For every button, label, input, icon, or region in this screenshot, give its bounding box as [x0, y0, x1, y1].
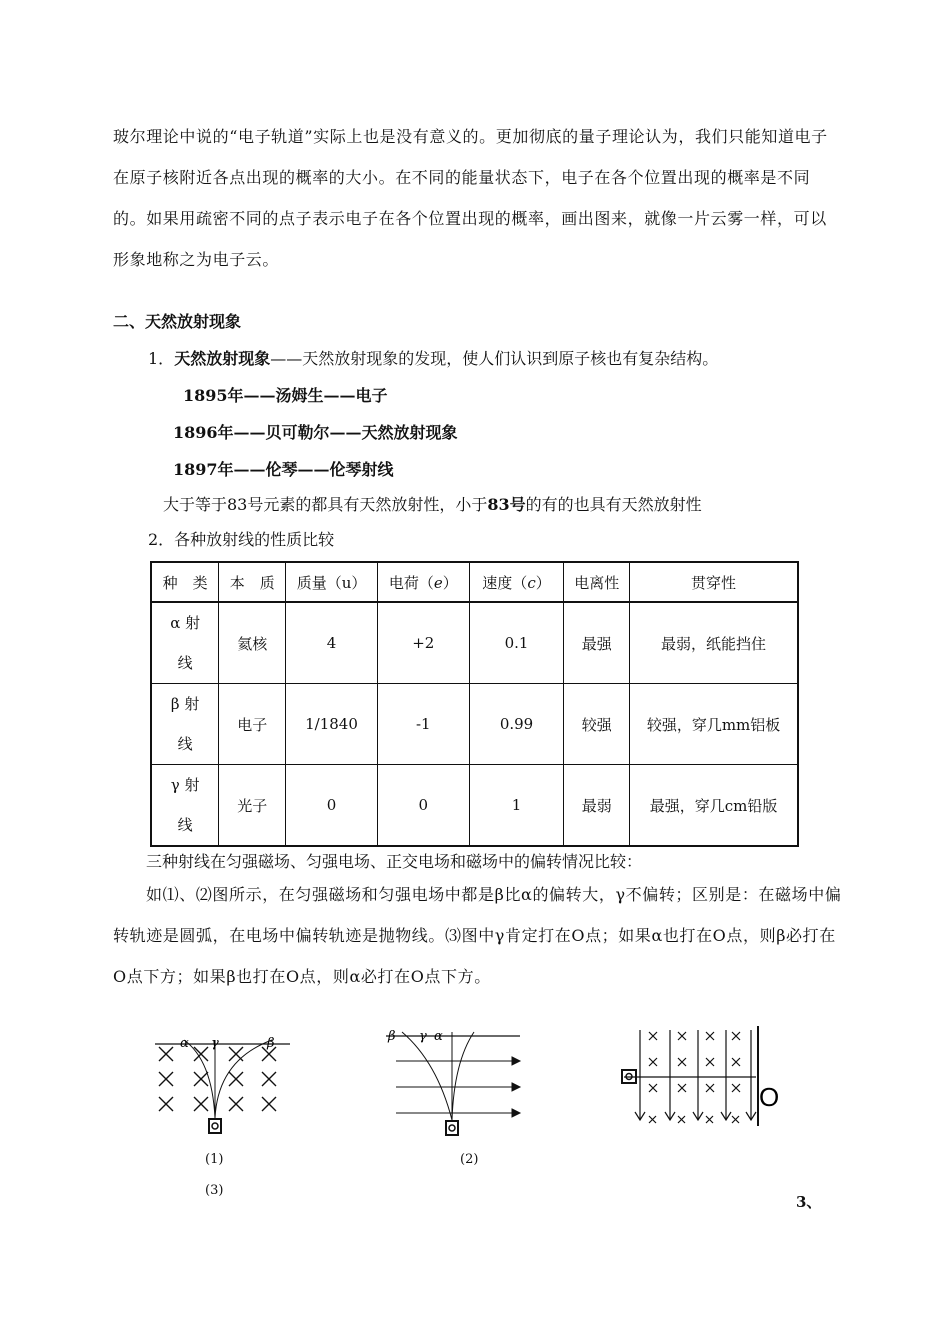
cell-nature: 氦核 — [219, 602, 286, 684]
cell-penetration: 较强，穿几mm铝板 — [630, 684, 798, 765]
element-note-suffix: 的有的也具有天然放射性 — [525, 495, 702, 514]
header-mass: 质量（u） — [286, 562, 378, 602]
cell-charge: -1 — [377, 684, 469, 765]
table-row-alpha — [151, 602, 798, 684]
label-beta: β — [388, 1029, 396, 1044]
figure-magnetic-field — [150, 1030, 295, 1140]
item-2: 2．各种放射线的性质比较 — [148, 530, 335, 549]
cell-charge: +2 — [377, 602, 469, 684]
item-1 — [148, 346, 718, 369]
intro-paragraph: 玻尔理论中说的“电子轨道”实际上也是没有意义的。更加彻底的量子理论认为，我们只能知道电子在原子核附近各点出现的概率的大小。在不同的能量状态下，电子在各个位置出现的概率是不同的。如果用疏密不同的点子表示电子在各个位置出现的概率，画出图来，就像一片云雾一样，可以形象地称之为电子云。 — [113, 127, 828, 269]
label-gamma: γ — [419, 1029, 427, 1044]
label-alpha: α — [180, 1036, 189, 1051]
section-heading: 二、天然放射现象 — [113, 312, 242, 331]
ray-tracks — [402, 1032, 474, 1120]
timeline-1895: 1895年——汤姆生——电子 — [183, 386, 388, 405]
caption-1: (1) — [205, 1152, 224, 1167]
cell-type: γ 射 线 — [151, 765, 219, 847]
label-alpha: α — [434, 1029, 443, 1044]
table-header-row — [151, 562, 798, 602]
header-charge: 电荷（e） — [377, 562, 469, 602]
ray-tracks — [184, 1040, 272, 1118]
cell-penetration: 最弱，纸能挡住 — [630, 602, 798, 684]
item-1-text: ——天然放射现象的发现，使人们认识到原子核也有复杂结构。 — [270, 349, 719, 368]
caption-2: (2) — [460, 1152, 479, 1167]
cell-speed: 0.99 — [469, 684, 564, 765]
cell-nature: 电子 — [219, 684, 286, 765]
timeline-1896: 1896年——贝可勒尔——天然放射现象 — [173, 423, 458, 442]
table-row-gamma — [151, 765, 798, 847]
header-penetration: 贯穿性 — [630, 562, 798, 602]
element-note-prefix: 大于等于83号元素的都具有天然放射性，小于 — [163, 495, 488, 514]
cell-speed: 0.1 — [469, 602, 564, 684]
timeline-1897: 1897年——伦琴——伦琴射线 — [173, 460, 394, 479]
table-row-beta — [151, 684, 798, 765]
label-gamma: γ — [211, 1036, 219, 1051]
item-1-title: 天然放射现象 — [174, 349, 271, 368]
header-ionization: 电离性 — [564, 562, 630, 602]
element-note — [163, 492, 702, 515]
cell-mass: 0 — [286, 765, 378, 847]
cell-type: α 射 线 — [151, 602, 219, 684]
radiation-table — [150, 561, 799, 847]
cell-type: β 射 线 — [151, 684, 219, 765]
page-marker: 3、 — [796, 1193, 822, 1211]
deflection-title: 三种射线在匀强磁场、匀强电场、正交电场和磁场中的偏转情况比较： — [146, 852, 643, 871]
figure-electric-field — [382, 1022, 527, 1142]
cell-mass: 4 — [286, 602, 378, 684]
field-lines — [640, 1030, 751, 1120]
field-arrows — [396, 1057, 520, 1117]
cell-ionization: 较强 — [564, 684, 630, 765]
header-speed: 速度（c） — [469, 562, 564, 602]
caption-3: (3) — [205, 1183, 224, 1198]
cell-penetration: 最强，穿几cm铅版 — [630, 765, 798, 847]
element-note-bold: 83号 — [487, 495, 526, 514]
cell-speed: 1 — [469, 765, 564, 847]
deflection-paragraph: 如⑴、⑵图所示，在匀强磁场和匀强电场中都是β比α的偏转大，γ不偏转；区别是：在磁场中偏转轨迹是圆弧，在电场中偏转轨迹是抛物线。⑶图中γ肯定打在O点；如果α也打在O点，则β必打在O点下方；如果β也打在O点，则α必打在O点下方。 — [113, 885, 842, 986]
cell-charge: 0 — [377, 765, 469, 847]
label-beta: β — [267, 1036, 275, 1051]
item-1-number: 1． — [148, 349, 175, 368]
cell-nature: 光子 — [219, 765, 286, 847]
cell-ionization: 最强 — [564, 602, 630, 684]
cell-mass: 1/1840 — [286, 684, 378, 765]
label-o: O — [759, 1082, 780, 1112]
header-nature: 本 质 — [219, 562, 286, 602]
figure-crossed-fields — [618, 1022, 788, 1134]
cell-ionization: 最弱 — [564, 765, 630, 847]
header-type: 种 类 — [151, 562, 219, 602]
